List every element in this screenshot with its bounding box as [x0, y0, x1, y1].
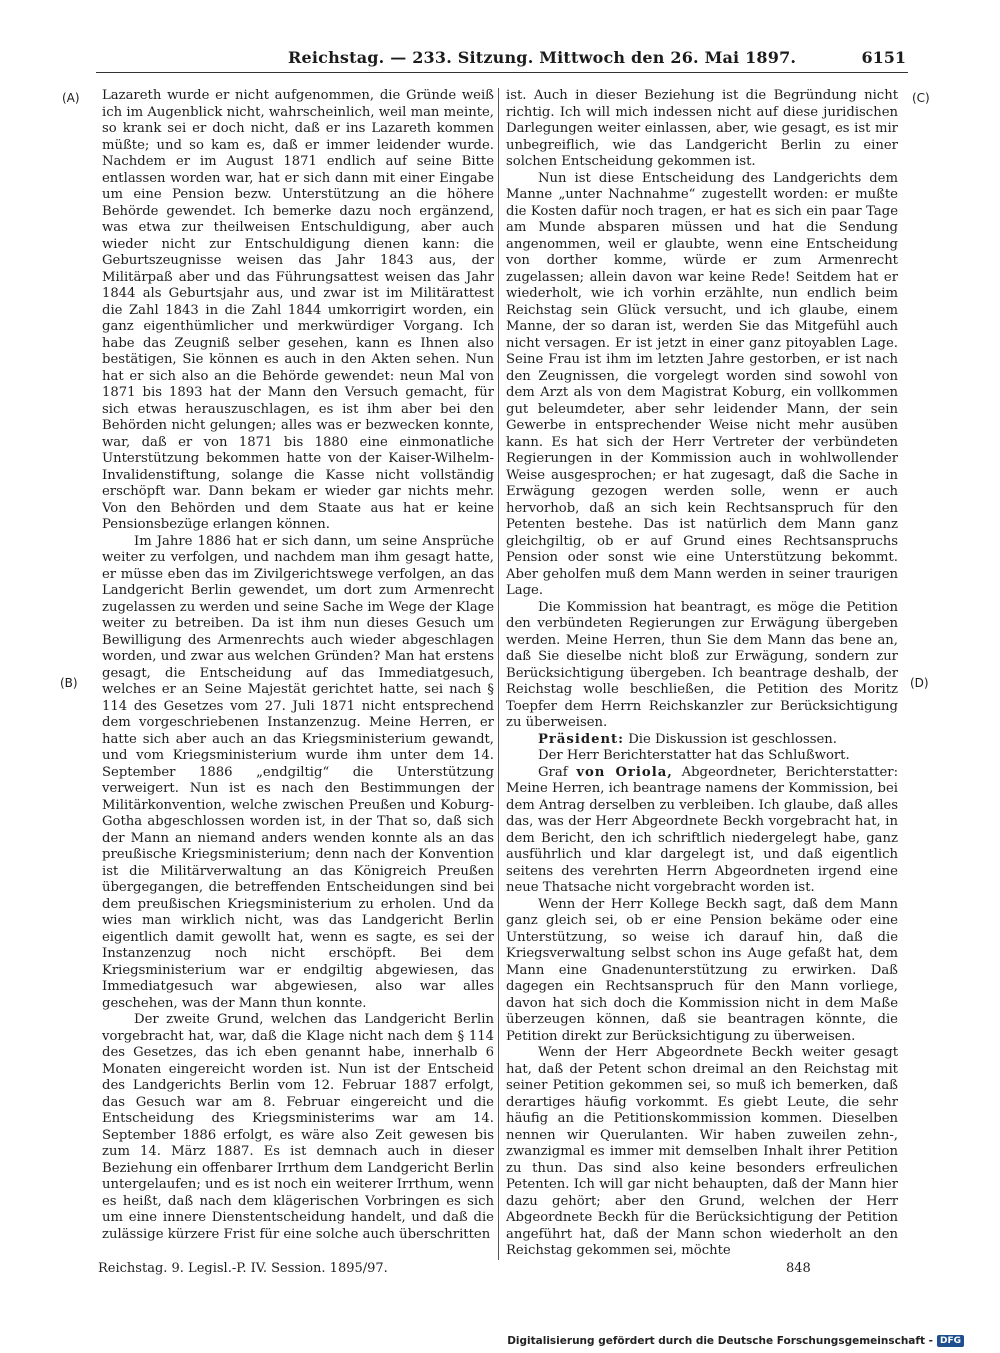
paragraph: Nun ist diese Entscheidung des Landgerichts dem Manne „unter Nachnahme“ zugestellt worden: er mußte die Kosten dafür noch tragen, er hat es sich ein paar Tage am Munde absparen müssen und hat die Sendung angenommen, weil er glaubte, wenn eine Entscheidung von dorther komme, würde er zum Armenrecht zugelassen; allein davon war keine Rede! Seitdem hat er wiederholt, wie ich vorhin erzählte, nun endlich beim Reichstag sein Glück versucht, und ich glaube, einem Manne, der so daran ist, werden Sie das Mitgefühl auch nicht versagen. Er ist jetzt in einer ganz pitoyablen Lage. Seine Frau ist ihm im letzten Jahre gestorben, er ist nach den Zeugnissen, die vorgelegt worden sind sowohl von dem Arzt als von dem Magistrat Koburg, ein vollkommen gut beleumdeter, aber sehr leidender Mann, der sein Gewerbe in entsprechender Weise nicht mehr ausüben kann. Es hat sich der Herr Vertreter der verbündeten Regierungen in der Kommission auch in wohlwollender Weise ausgesprochen; er hat zugesagt, daß die Sache in Erwägung gezogen werden solle, wenn er auch hervorhob, daß an sich kein Rechtsanspruch für den Petenten bestehe. Das ist natürlich dem Mann ganz gleichgiltig, ob er auf Grund eines Rechtsanspruchs Pension oder sonst wie eine Unterstützung bekommt. Aber geholfen muß dem Mann werden in seiner traurigen Lage. — [506, 170, 898, 598]
margin-marker-a: (A) — [62, 91, 80, 105]
margin-marker-d: (D) — [910, 676, 929, 690]
paragraph: Wenn der Herr Abgeordnete Beckh weiter gesagt hat, daß der Petent schon dreimal an den Reichstag mit seiner Petition gekommen sei, so muß ich bemerken, daß derartiges häufig vorkommt. Es giebt Leute, die sehr häufig an die Petitionskommission kommen. Dieselben nennen wir Querulanten. Wir haben zuweilen zehn-, zwanzigmal es immer mit demselben Inhalt ihrer Petition zu thun. Das sind also keine besonders erfreulichen Petenten. Ich will gar nicht behaupten, daß der Mann hier dazu gehört; aber den Grund, welchen der Herr Abgeordnete Beckh für die Berücksichtigung der Petition angeführt hat, daß der Mann schon wiederholt an den Reichstag gekommen sei, möchte — [506, 1045, 898, 1258]
statement-text: Abgeordneter, Berichterstatter: Meine Herren, ich beantrage namens der Kommission, bei dem Antrag derselben zu verbleiben. Ich glaube, daß alles das, was der Herr Abgeordnete Beckh vorgebracht hat, in dem Bericht, den ich schriftlich niedergelegt habe, ganz ausführlich und klar dargelegt ist, und daß eigentlich seitens des verehrten Herrn Abgeordneten irgend eine neue Thatsache nicht vorgebracht worden ist. — [506, 764, 898, 895]
paragraph: Der zweite Grund, welchen das Landgericht Berlin vorgebracht hat, war, daß die Klage nicht nach dem § 114 des Gesetzes, das ich eben genannt habe, innerhalb 6 Monaten eingereicht worden ist. Nun ist der Entscheid des Landgerichts Berlin vom 12. Februar 1887 erfolgt, das Gesuch war am 8. Februar eingereicht und die Entscheidung des Kriegsministerims war am 14. September 1886 erfolgt, es wäre also Zeit gewesen bis zum 14. März 1887. Es ist demnach auch in dieser Beziehung ein offenbarer Irrthum dem Landgericht Berlin untergelaufen; und es ist noch ein weiterer Irrthum, wenn es heißt, daß nach dem klägerischen Vorbringen es sich um eine innere Dienstentscheidung handelt, und daß die zulässige kürzere Frist für eine solche auch überschritten — [102, 1012, 494, 1242]
running-title: Reichstag. — 233. Sitzung. Mittwoch den 26. Mai 1897. — [288, 48, 797, 67]
paragraph: Lazareth wurde er nicht aufgenommen, die Gründe weiß ich im Augenblick nicht, wahrscheinlich, weil man meinte, so krank sei er doch nicht, daß er ins Lazareth kommen müßte; und so kam es, daß er immer leidender wurde. Nachdem er im August 1871 endlich auf seine Bitte entlassen worden war, hat er sich dann mit einer Eingabe um eine Pension bezw. Unterstützung an die höhere Behörde gewendet. Ich bemerke dazu noch ergänzend, was etwa zur theilweisen Entschuldigung, aber auch wieder nicht zur Entschuldigung dienen kann: die Geburtszeugnisse weisen das Jahr 1843 aus, der Militärpaß aber und das Führungsattest weisen das Jahr 1844 als Geburtsjahr aus, und zwar ist im Militärattest die Zahl 1843 in die Zahl 1844 umkorrigirt worden, ein ganz eigenthümlicher und merkwürdiger Vorgang. Ich habe das Zeugniß selber gesehen, kann es Ihnen also bestätigen, Sie können es auch in den Akten sehen. Nun hat er sich also an die Behörde gewendet: neun Mal von 1871 bis 1893 hat der Mann den Versuch gemacht, für sich etwas herauszuschlagen, es ist ihm aber bei den Behörden nicht gelungen; alles was er bezwecken konnte, war, daß er von 1871 bis 1880 eine einmonatliche Unterstützung bekommen hatte von der Kaiser-Wilhelm-Invalidenstiftung, solange die Kasse nicht vollständig erschöpft war. Dann bekam er wieder gar nichts mehr. Von den Behörden und dem Staate aus hat er keine Pensionsbezüge erlangen können. — [102, 88, 494, 532]
statement-text: Die Diskussion ist geschlossen. — [628, 731, 837, 747]
column-separator — [498, 88, 499, 1260]
paragraph: Wenn der Herr Kollege Beckh sagt, daß dem Mann ganz gleich sei, ob er eine Pension bekäme oder eine Unterstützung, so weise ich darauf hin, daß die Kriegsverwaltung selbst schon ins Auge gefaßt hat, dem Mann eine Gnadenunterstützung zu erwirken. Daß dagegen ein Rechtsanspruch für den Mann vorliege, davon hat sich doch die Kommission nicht in dem Maße überzeugen können, daß sie beantragen könnte, die Petition direkt zur Berücksichtigung zu überweisen. — [506, 896, 898, 1044]
president-statement — [506, 732, 898, 749]
speaker-name: von Oriola, — [576, 764, 673, 780]
left-column — [102, 88, 494, 1258]
oriola-statement — [506, 765, 898, 897]
footer-session: Reichstag. 9. Legisl.-P. IV. Session. 1895/97. — [98, 1261, 388, 1276]
page-header — [98, 48, 906, 72]
president-line: Der Herr Berichterstatter hat das Schlußwort. — [538, 748, 850, 763]
credit-text: Digitalisierung gefördert durch die Deutsche Forschungsgemeinschaft - — [507, 1335, 933, 1347]
digitization-credit — [507, 1335, 964, 1347]
margin-marker-c: (C) — [912, 91, 930, 105]
header-rule — [96, 72, 908, 73]
title-prefix: Graf — [538, 764, 568, 780]
speaker-label: Präsident: — [538, 731, 625, 747]
page-number: 6151 — [861, 48, 906, 67]
paragraph: Die Kommission hat beantragt, es möge die Petition den verbündeten Regierungen zur Erwägung übergeben werden. Meine Herren, thun Sie dem Mann das bene an, daß Sie dieselbe nicht bloß zur Erwägung, sondern zur Berücksichtigung übergeben. Ich beantrage deshalb, der Reichstag wolle beschließen, die Petition des Moritz Toepfer dem Herrn Reichskanzler zur Berücksichtigung zu überweisen. — [506, 599, 898, 730]
sheet-number: 848 — [786, 1261, 811, 1276]
margin-marker-b: (B) — [60, 676, 78, 690]
paragraph: Im Jahre 1886 hat er sich dann, um seine Ansprüche weiter zu verfolgen, und nachdem man ihm gesagt hatte, er müsse eben das im Zivilgerichtswege verfolgen, an das Landgericht Berlin gewendet, um dort zum Armenrecht zugelassen zu werden und seine Sache im Wege der Klage weiter zu betreiben. Da ist ihm nun dieses Gesuch um Bewilligung des Armenrechts auch wieder abgeschlagen worden, und zwar aus welchen Gründen? Man hat erstens gesagt, die Entscheidung auf das Immediatgesuch, welches er an Seine Majestät gerichtet hatte, sei nach § 114 des Gesetzes vom 27. Juli 1871 nicht entsprechend dem vorgeschriebenen Instanzenzug. Meine Herren, er hatte sich aber auch an das Kriegsministerium gewandt, und vom Kriegsministerium wurde ihm unter dem 14. September 1886 „endgiltig“ die Unterstützung verweigert. Nun ist es nach den Bestimmungen der Militärkonvention, welche zwischen Preußen und Koburg-Gotha abgeschlossen worden ist, in der That so, daß sich der Mann an niemand anders wenden konnte als an das preußische Kriegsministerium; denn nach der Konvention ist die Militärverwaltung an das Königreich Preußen übergegangen, die betreffenden Entscheidungen sind bei dem preußischen Kriegsministerium zu erholen. Und da wies man wirklich nicht, was das Landgericht Berlin eigentlich damit gewollt hat, wenn es sagte, es sei der Instanzenzug noch nicht erschöpft. Bei dem Kriegsministerium war er endgiltig abgewiesen, das Immediatgesuch war abgewiesen, also war alles geschehen, was der Mann thun konnte. — [102, 533, 494, 1011]
right-column — [506, 88, 898, 1258]
paragraph: ist. Auch in dieser Beziehung ist die Begründung nicht richtig. Ich will mich indessen nicht auf diese juridischen Darlegungen weiter einlassen, aber, wie gesagt, es ist mir unbegreiflich, wie das Landgericht Berlin zu einer solchen Entscheidung gekommen ist. — [506, 88, 898, 169]
dfg-logo-icon: DFG — [937, 1335, 964, 1347]
